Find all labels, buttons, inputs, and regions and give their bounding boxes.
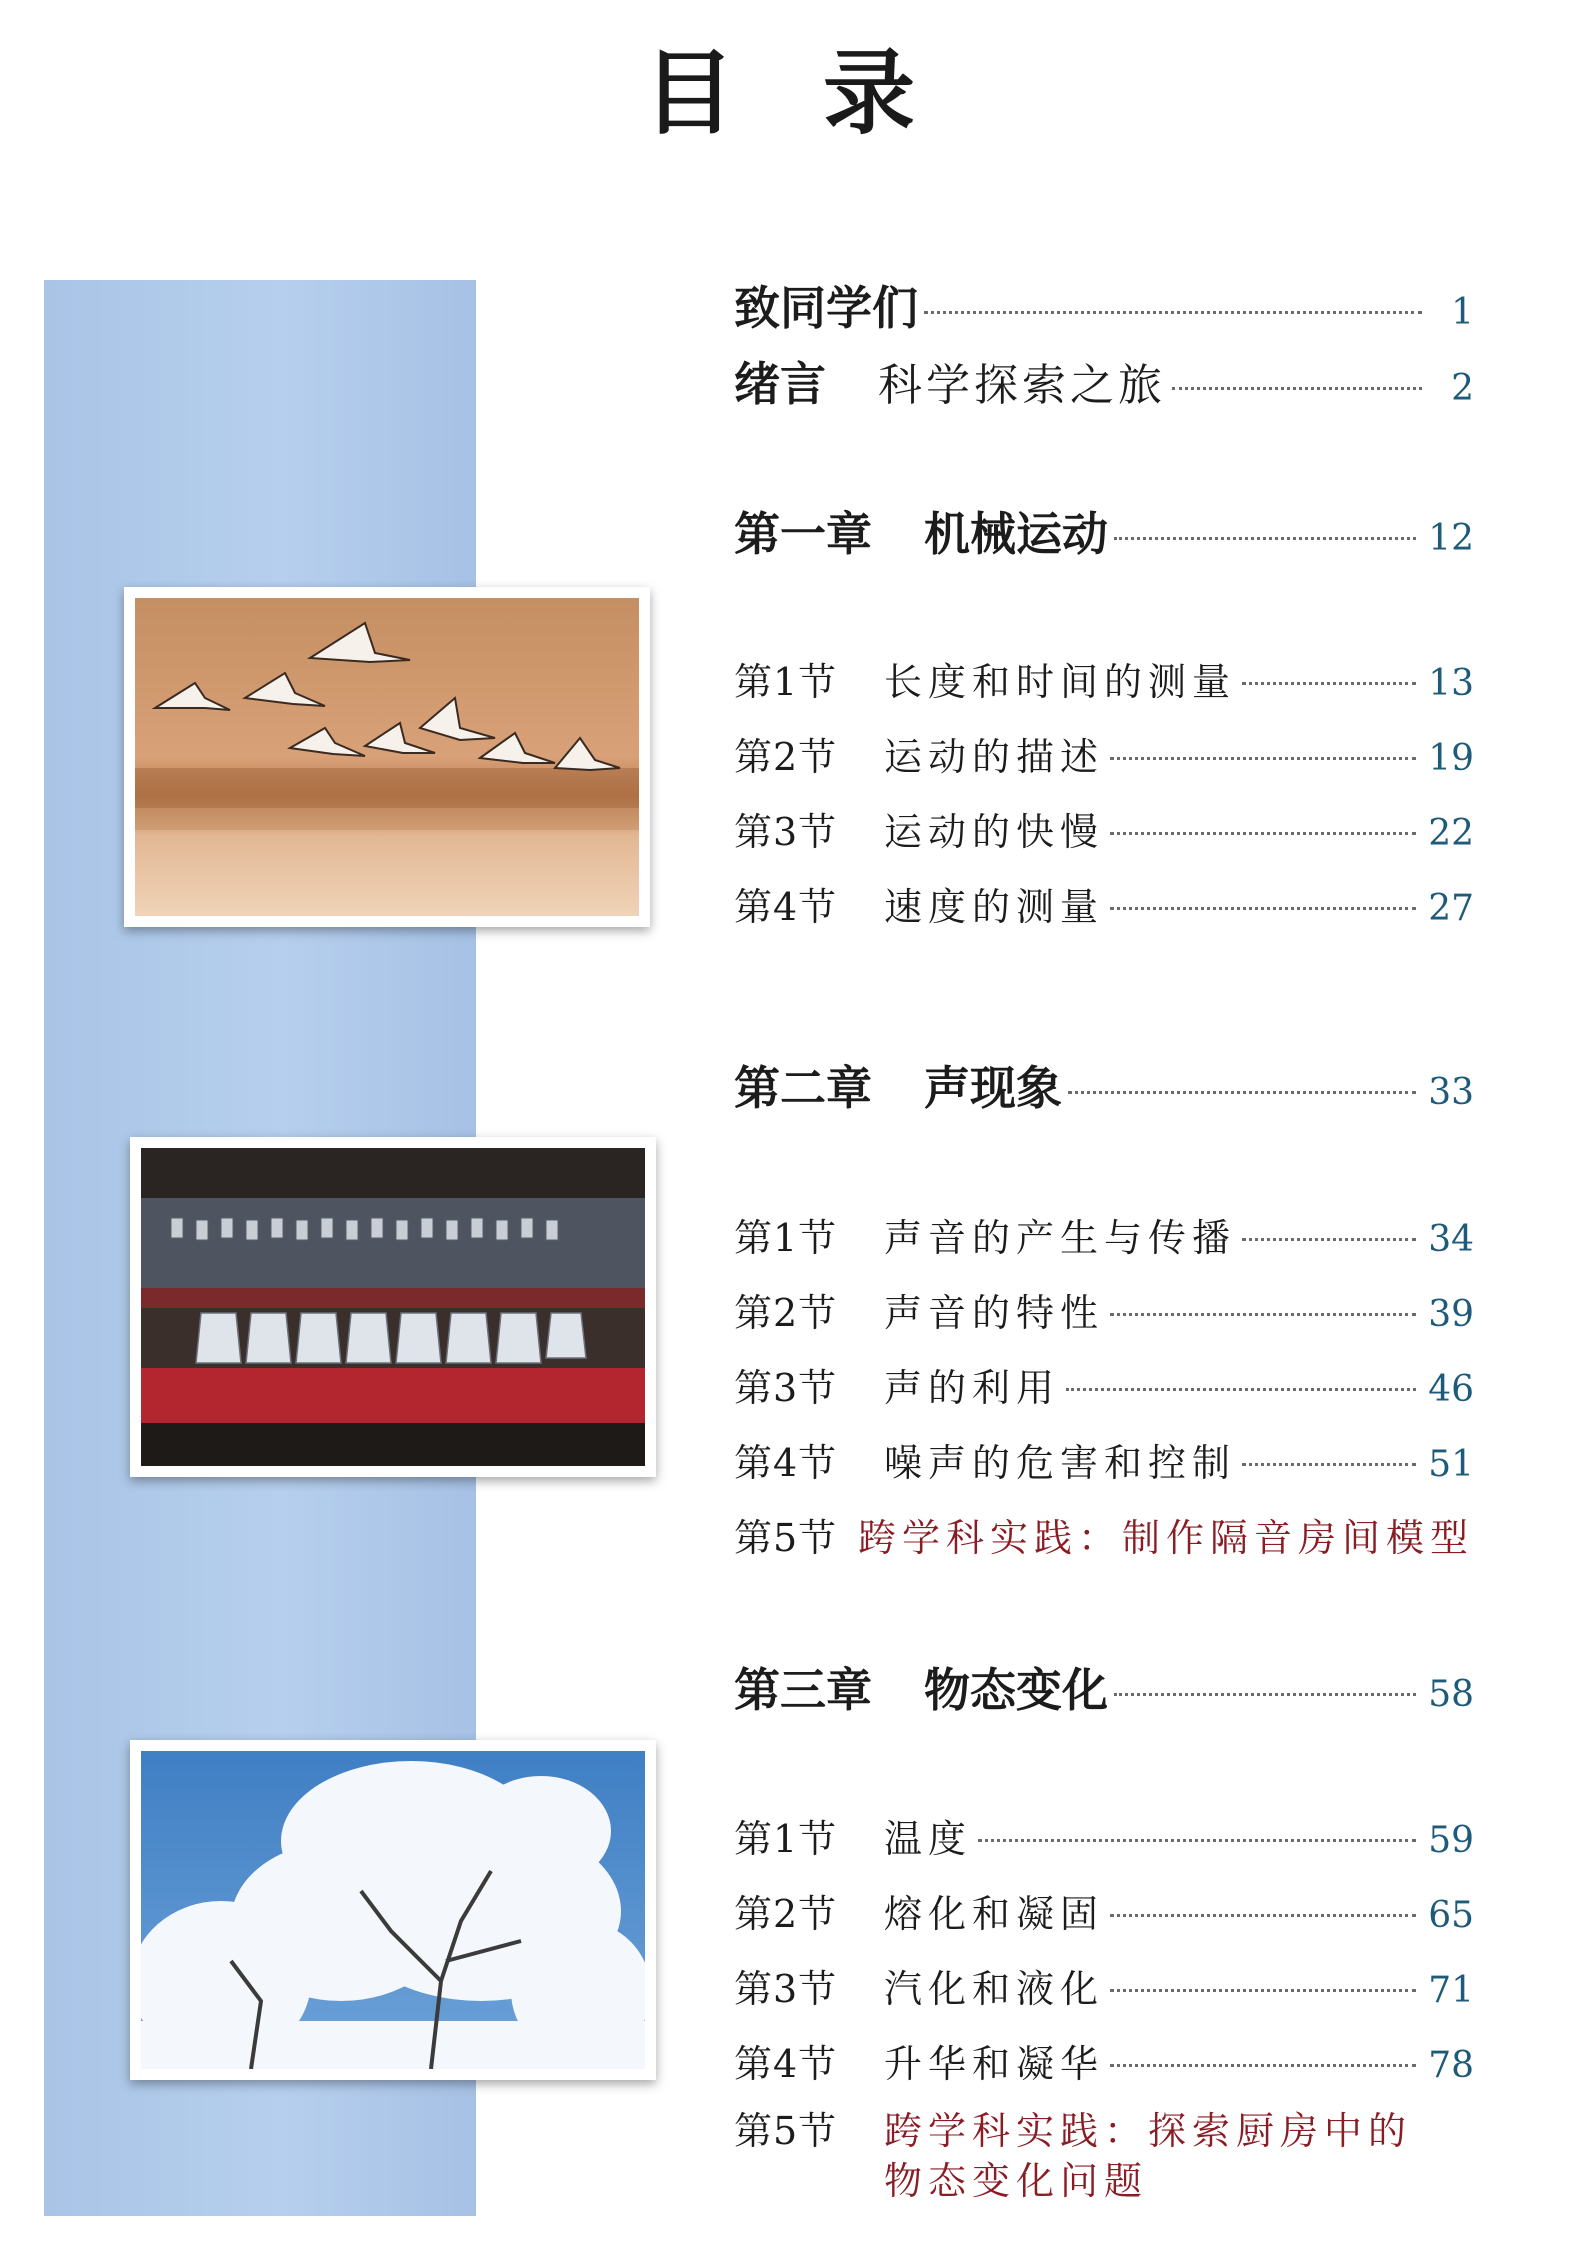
entry-label: 绪言 [734, 357, 826, 411]
toc-section-practice[interactable] [734, 2100, 1474, 2155]
section-number: 第5节 [734, 2109, 838, 2153]
page-number: 39 [1428, 1294, 1474, 1335]
toc-section[interactable] [734, 1808, 1474, 1863]
toc-section-practice[interactable] [734, 1507, 1474, 1562]
page-number: 58 [1428, 1674, 1474, 1715]
page-number: 59 [1428, 1820, 1474, 1861]
page-number: 1 [1451, 292, 1474, 333]
dot-leader [1110, 757, 1416, 760]
page-number: 27 [1428, 888, 1474, 929]
dot-leader [1114, 537, 1416, 540]
dot-leader [1172, 387, 1422, 390]
section-number: 第5节 [734, 1516, 838, 1560]
chapter-number: 第二章 [734, 1061, 872, 1115]
page-number: 22 [1428, 813, 1474, 854]
section-number: 第3节 [734, 1967, 838, 2011]
section-title: 声的利用 [884, 1366, 1061, 1410]
dot-leader [1066, 1388, 1416, 1391]
toc-chapter-3[interactable] [734, 1654, 1474, 1720]
dot-leader [924, 311, 1422, 314]
section-number: 第1节 [734, 1817, 838, 1861]
dot-leader [1110, 907, 1416, 910]
section-number: 第2节 [734, 1892, 838, 1936]
dot-leader [1242, 1463, 1416, 1466]
page-number: 46 [1428, 1369, 1474, 1410]
section-number: 第1节 [734, 1216, 838, 1260]
dot-leader [1110, 1313, 1416, 1316]
section-number: 第1节 [734, 660, 838, 704]
toc-section[interactable] [734, 1958, 1474, 2013]
section-title: 跨学科实践：制作隔音房间模型 [857, 1516, 1474, 1560]
toc-section[interactable] [734, 1432, 1474, 1487]
toc-section[interactable] [734, 726, 1474, 781]
section-title: 噪声的危害和控制 [884, 1441, 1237, 1485]
section-number: 第3节 [734, 810, 838, 854]
dot-leader [1068, 1091, 1416, 1094]
toc-section[interactable] [734, 1282, 1474, 1337]
dot-leader [1242, 1238, 1416, 1241]
chapter-title: 声现象 [924, 1061, 1062, 1115]
section-title: 运动的描述 [884, 735, 1105, 779]
page-number: 19 [1428, 738, 1474, 779]
section-title-continuation: 物态变化问题 [884, 2159, 1149, 2203]
chapter-title: 机械运动 [924, 507, 1108, 561]
page-title: 目 录 [642, 39, 944, 147]
section-number: 第3节 [734, 1366, 838, 1410]
chapter-number: 第一章 [734, 507, 872, 561]
dot-leader [1114, 1693, 1416, 1696]
section-title: 声音的特性 [884, 1291, 1105, 1335]
toc-entry-introduction[interactable] [734, 348, 1474, 414]
toc-section[interactable] [734, 1357, 1474, 1412]
bronze-bells-photo [130, 1137, 656, 1477]
section-title: 长度和时间的测量 [884, 660, 1237, 704]
toc-section[interactable] [734, 1207, 1474, 1262]
section-title: 熔化和凝固 [884, 1892, 1105, 1936]
frosted-tree-photo [130, 1740, 656, 2080]
dot-leader [1110, 832, 1416, 835]
toc-section[interactable] [734, 876, 1474, 931]
dot-leader [1242, 682, 1416, 685]
page-number: 65 [1428, 1895, 1474, 1936]
section-number: 第2节 [734, 1291, 838, 1335]
section-title: 声音的产生与传播 [884, 1216, 1237, 1260]
page-number: 2 [1451, 368, 1474, 409]
section-title: 升华和凝华 [884, 2042, 1105, 2086]
entry-subtitle: 科学探索之旅 [878, 360, 1166, 411]
section-number: 第2节 [734, 735, 838, 779]
page-number: 78 [1428, 2045, 1474, 2086]
chapter-title: 物态变化 [924, 1663, 1108, 1717]
page-number: 51 [1428, 1444, 1474, 1485]
section-title: 汽化和液化 [884, 1967, 1105, 2011]
page-number: 34 [1428, 1219, 1474, 1260]
toc-chapter-1[interactable] [734, 498, 1474, 564]
birds-flying-photo [124, 587, 650, 927]
section-title: 跨学科实践：探索厨房中的 [884, 2109, 1413, 2153]
toc-section[interactable] [734, 651, 1474, 706]
section-title: 温度 [884, 1817, 973, 1861]
chapter-number: 第三章 [734, 1663, 872, 1717]
entry-label: 致同学们 [734, 281, 918, 335]
section-number: 第4节 [734, 2042, 838, 2086]
page-number: 13 [1428, 663, 1474, 704]
section-number: 第4节 [734, 885, 838, 929]
dot-leader [1110, 2064, 1416, 2067]
toc-section[interactable] [734, 1883, 1474, 1938]
dot-leader [978, 1839, 1416, 1842]
page-number: 71 [1428, 1970, 1474, 2011]
toc-section[interactable] [734, 2033, 1474, 2088]
toc-section[interactable] [734, 801, 1474, 856]
page-number: 12 [1428, 518, 1474, 559]
section-title: 速度的测量 [884, 885, 1105, 929]
toc-entry-preface[interactable] [734, 272, 1474, 338]
dot-leader [1110, 1914, 1416, 1917]
page-number: 33 [1428, 1072, 1474, 1113]
toc-chapter-2[interactable] [734, 1052, 1474, 1118]
section-number: 第4节 [734, 1441, 838, 1485]
dot-leader [1110, 1989, 1416, 1992]
section-title: 运动的快慢 [884, 810, 1105, 854]
